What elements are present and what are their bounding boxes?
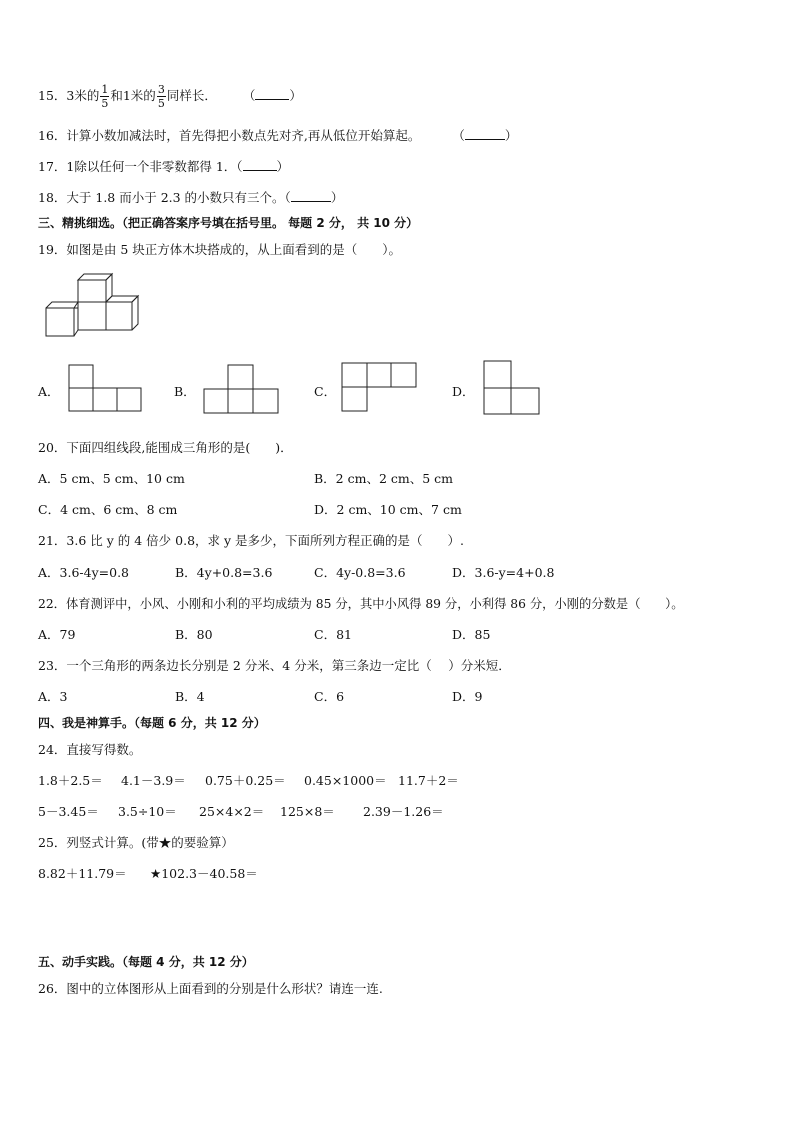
q15-text-3: 同样长． (166, 88, 217, 103)
option-21-b[interactable]: B．4y+0.8=3.6 (175, 565, 273, 580)
calc-item: 11.7＋2＝ (398, 773, 459, 788)
question-20: 20．下面四组线段,能围成三角形的是( )． (38, 440, 293, 455)
option-c-shape (341, 362, 417, 412)
option-22-c[interactable]: C．81 (314, 627, 352, 642)
calc-item: 2.39－1.26＝ (363, 804, 444, 819)
q16-paren-close: ） (504, 128, 518, 143)
fraction-one-fifth: $\frac{1}{5}$ (101, 83, 109, 110)
section-4-heading: 四、我是神算手。（每题 6 分，共 12 分） (38, 716, 266, 730)
option-a-shape (68, 364, 142, 412)
option-22-b[interactable]: B．80 (175, 627, 213, 642)
option-20-b[interactable]: B．2 cm、2 cm、5 cm (314, 471, 454, 486)
question-16 (38, 126, 517, 144)
option-22-d[interactable]: D．85 (452, 627, 491, 642)
q15-text-2: 和1米的 (110, 88, 156, 103)
q16-paren-open: （ (452, 128, 465, 143)
q15-text-1: 3米的 (66, 88, 100, 103)
section-5-heading: 五、动手实践。（每题 4 分，共 12 分） (38, 955, 254, 969)
calc-item: 25×4×2＝ (199, 804, 265, 819)
option-20-d[interactable]: D．2 cm、10 cm、7 cm (314, 502, 462, 517)
option-d-shape (483, 360, 541, 416)
option-21-a[interactable]: A．3.6-4y=0.8 (38, 565, 129, 580)
calc-item: 3.5÷10＝ (118, 804, 177, 819)
question-23: 23．一个三角形的两条边长分别是 2 分米、4 分米，第三条边一定比（ ）分米短． (38, 658, 511, 673)
calc-item: 0.75＋0.25＝ (205, 773, 286, 788)
answer-blank-15[interactable] (255, 89, 289, 100)
question-21: 21．3.6 比 y 的 4 倍少 0.8，求 y 是多少，下面所列方程正确的是（ ）. (38, 533, 465, 548)
option-21-d[interactable]: D．3.6-y=4+0.8 (452, 565, 555, 580)
option-23-b[interactable]: B．4 (175, 689, 205, 704)
cube-stack-figure (44, 272, 140, 340)
answer-blank-16[interactable] (465, 129, 505, 140)
q15-number: 15． (38, 88, 67, 103)
q15-paren-close: ） (289, 88, 302, 103)
answer-blank-18[interactable] (291, 191, 331, 202)
option-23-d[interactable]: D．9 (452, 689, 483, 704)
q15-paren-open: （ (242, 88, 256, 103)
option-b-shape (203, 364, 279, 414)
option-23-c[interactable]: C．6 (314, 689, 345, 704)
option-19-a[interactable]: A． (38, 384, 60, 399)
section-3-heading: 三、精挑细选。（把正确答案序号填在括号里。 每题 2 分， 共 10 分） (38, 216, 419, 230)
question-24: 24．直接写得数。 (38, 742, 142, 757)
option-19-c[interactable]: C． (314, 384, 337, 399)
question-25: 25．列竖式计算。(带★的要验算） (38, 835, 234, 850)
question-17 (38, 157, 289, 175)
option-23-a[interactable]: A．3 (38, 689, 68, 704)
question-15 (38, 84, 302, 109)
q16-text: 16．计算小数加减法时，首先得把小数点先对齐,再从低位开始算起。 (38, 128, 421, 143)
option-20-c[interactable]: C．4 cm、6 cm、8 cm (38, 502, 178, 517)
question-19: 19．如图是由 5 块正方体木块搭成的，从上面看到的是（ ）。 (38, 242, 402, 257)
option-21-c[interactable]: C．4y-0.8=3.6 (314, 565, 406, 580)
answer-blank-17[interactable] (243, 160, 277, 171)
fraction-three-fifths: $\frac{3}{5}$ (157, 83, 165, 110)
q18-text: 18．大于 1.8 而小于 2.3 的小数只有三个。（ (38, 190, 291, 205)
option-19-b[interactable]: B． (174, 384, 196, 399)
question-22: 22．体育测评中，小风、小刚和小利的平均成绩为 85 分，其中小风得 89 分，小利得 86 分，小刚的分数是（ ）。 (38, 597, 684, 611)
q18-paren-close: ） (330, 190, 344, 205)
calc-item: 1.8＋2.5＝ (38, 773, 103, 788)
calc-item: 125×8＝ (280, 804, 335, 819)
option-19-d[interactable]: D． (452, 384, 475, 399)
calc-item: 0.45×1000＝ (304, 773, 387, 788)
option-22-a[interactable]: A．79 (38, 627, 76, 642)
q17-paren-close: ） (276, 159, 290, 174)
question-26: 26．图中的立体图形从上面看到的分别是什么形状？请连一连. (38, 981, 383, 996)
calc-item: 8.82＋11.79＝ (38, 866, 127, 881)
calc-item: ★102.3－40.58＝ (150, 866, 258, 881)
question-18 (38, 188, 343, 206)
calc-item: 5－3.45＝ (38, 804, 99, 819)
q17-text: 17．1除以任何一个非零数都得 1．（ (38, 159, 243, 174)
calc-item: 4.1－3.9＝ (121, 773, 186, 788)
option-20-a[interactable]: A．5 cm、5 cm、10 cm (38, 471, 185, 486)
